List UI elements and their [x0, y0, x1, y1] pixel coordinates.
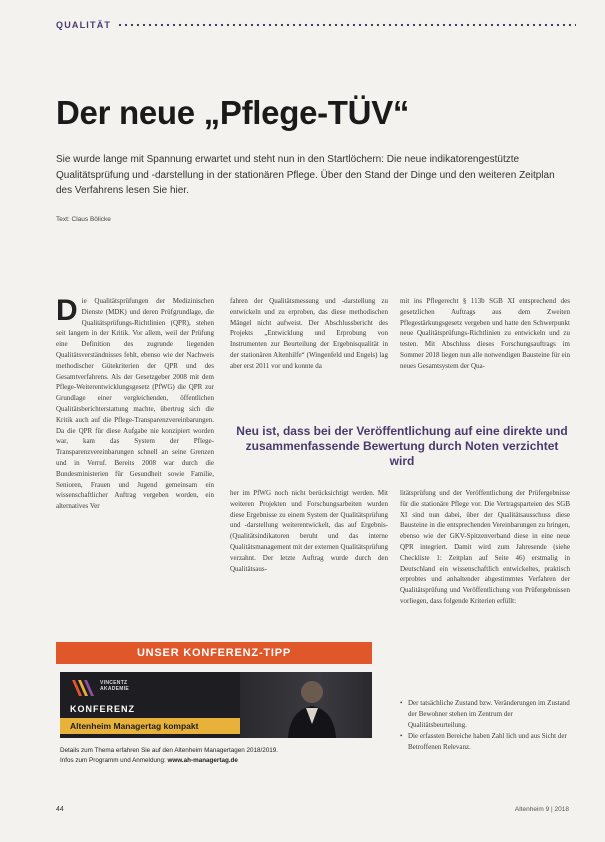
article-author: Text: Claus Bölicke [56, 216, 111, 223]
conference-signup-line: Infos zum Programm und Anmeldung: www.ah-managertag.de [60, 757, 238, 764]
criteria-item: • Der tatsächliche Zustand bzw. Veränderungen im Zustand der Bewohner stehen im Zentrum der Qualitätsbeurteilung. [400, 698, 570, 730]
vincentz-logo-text: VINCENTZ AKADEMIE [100, 680, 130, 692]
body-column-2-lower: her im PfWG noch nicht berücksichtigt werden. Mit weiteren Projekten und Forschungsarbeiten wurden diese Ergebnisse zu einem System der Qualitätsprüfung und -darstellung weiterentwickelt, das auf Ergebnis-(Qualitätsindikatoren beruht und das interne Qualitätsmanagement mit der externen Qualitätsprüfung verzahnt. Der letzte Auftrag wurde durch den Qualitätsaus- [230, 489, 388, 573]
section-label: QUALITÄT [56, 20, 112, 30]
conference-tip-box [56, 642, 372, 770]
body-column-3: mit ins Pflegerecht § 113b SGB XI entsprechend des gesetzlichen Auftrags aus dem Zweiten Pflegestärkungsgesetz vergeben und hatte den Schwerpunkt neue Qualitätsprüfungs-Richtlinien zu entwickeln und zu testen. Mit Abschluss dieses Forschungsauftrags im Sommer 2018 liegen nun alle notwendigen Bausteine für ein neues Gesamtsystem der Qua- [400, 297, 570, 370]
dotted-rule [117, 23, 576, 27]
speaker-silhouette-icon [240, 672, 372, 738]
article-headline: Der neue „Pflege-TÜV“ [56, 94, 410, 131]
conference-banner[interactable] [60, 672, 372, 738]
issue-label: Altenheim 9 | 2018 [514, 806, 569, 813]
conference-url-link[interactable]: www.ah-managertag.de [167, 757, 238, 764]
article-lead: Sie wurde lange mit Spannung erwartet und steht nun in den Startlöchern: Die neue indikatorengestützte Qualitätsprüfung und -darstellung in der stationären Pflege. Über den Stand der Dinge und den weiteren Zeitplan des Verfahrens lesen Sie hier. [56, 154, 555, 196]
conference-subtitle: Altenheim Managertag kompakt [60, 718, 240, 734]
section-header [56, 18, 576, 32]
criteria-list [400, 698, 570, 754]
vincentz-logo-icon [70, 678, 96, 698]
speaker-photo [240, 672, 372, 738]
page-number: 44 [56, 806, 64, 813]
conference-info-line: Details zum Thema erfahren Sie auf den Altenheim Managertagen 2018/2019. [60, 747, 278, 754]
conference-title: KONFERENZ [70, 704, 135, 714]
body-column-1-text: ie Qualitätsprüfungen der Medizinischen Dienste (MDK) und deren Prüfgrundlage, die Qualitätsprüfungs-Richtlinien (QPR), stehen seit langem in der Kritik. Vor allem, weil der Prüfung eine Definition des zugrunde liegenden Qualitätsverständnisses fehlt, ebenso wie der Nachweis methodischer Gütekriterien der QPR und des Gesamtverfahrens. Als der Gesetzgeber 2008 mit dem Pflege-Weiterentwicklungsgesetz (PfWG) die QPR zur Grundlage einer vergleichenden, öffentlichen Qualitätsberichterstattung machte, übertrug sich die Kritik auch auf die Pflege-Transparenzvereinbarungen. Da die QPR für diese Aufgabe nie konzipiert worden war, kam das System der Pflege-Transparenzvereinbarungen schnell an seine Grenzen und in Verruf. Bereits 2008 war durch die Bundesministerien für Gesundheit sowie Familie, Senioren, Frauen und Jugend gemeinsam ein wissenschaftlicher Auftrag vergeben worden, ein alternatives Ver [56, 297, 214, 511]
body-column-1 [56, 296, 214, 512]
body-column-3-lower: litätsprüfung und der Veröffentlichung der Prüfergebnisse für die stationäre Pflege vor. Die Vertragsparteien des SGB XI sind nun dabei, über der Qualitätsausschuss diese Bausteine in die entsprechenden Vereinbarungen zu bringen, ebenso wie der GKV-Spitzenverband diese in eine neue QPR integriert. Damit wird zum Jahresende (siehe Checkliste 1: Zeitplan auf Seite 46) erstmalig in Deutschland ein wissenschaftlich entwickeltes, praktisch erprobtes und anhaltender abgestimmtes Verfahren der Qualitätsprüfung und Veröffentlichung von Prüfergebnissen vorliegen, dass folgende Kriterien erfüllt: [400, 489, 570, 605]
conference-info [60, 746, 372, 766]
drop-cap: D [56, 294, 78, 327]
criteria-item: • Die erfassten Bereiche haben Zahl lich und aus Sicht der Betroffenen Relevanz. [400, 731, 570, 753]
conference-tip-bar: UNSER KONFERENZ-TIPP [56, 642, 372, 664]
body-column-2: fahren der Qualitätsmessung und -darstellung zu entwickeln und zu erproben, das diese methodischen Mängel nicht aufweist. Der Abschlussbericht des Projekts „Entwicklung und Erprobung von Instrumenten zur Beurteilung der Ergebnisqualität in der stationären Altenhilfe“ (Wingenfeld und Engels) lag aber erst 2011 vor und konnte da [230, 297, 388, 370]
pull-quote: Neu ist, dass bei der Veröffentlichung auf eine direkte und zusammenfassende Bewertung durch Noten verzichtet wird [236, 424, 568, 468]
